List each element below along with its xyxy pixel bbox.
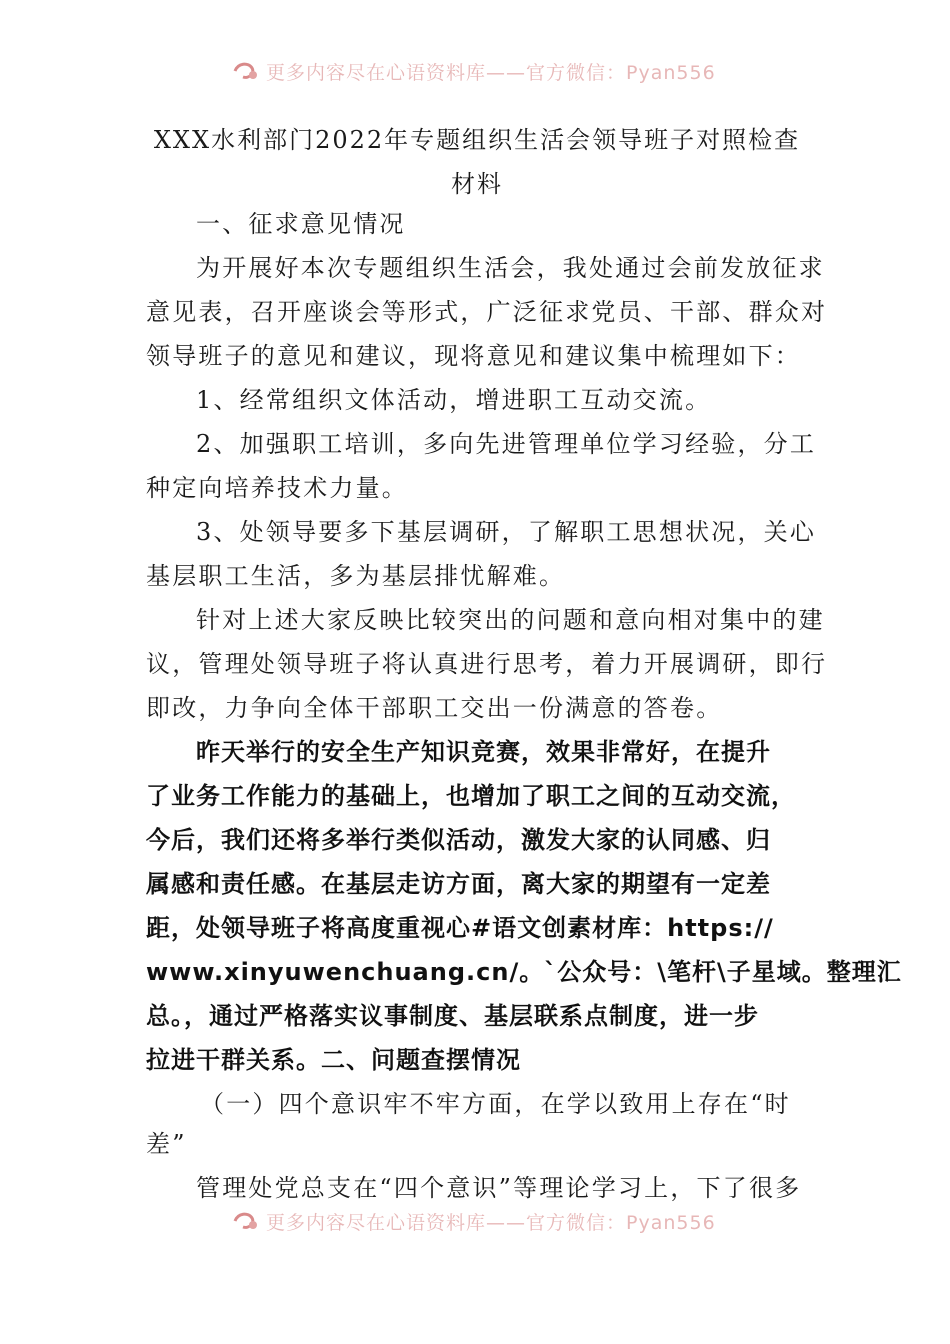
section-heading-1: 一、征求意见情况 xyxy=(196,210,406,238)
bold-paragraph-line: 今后，我们还将多举行类似活动，激发大家的认同感、归 xyxy=(146,826,771,854)
bold-paragraph-line: www.xinyuwenchuang.cn/。`公众号：\笔杆\子星域。整理汇 xyxy=(146,958,902,986)
watermark-logo-icon xyxy=(232,60,260,82)
paragraph-line: 管理处党总支在“四个意识”等理论学习上，下了很多 xyxy=(196,1174,802,1202)
bold-paragraph-line: 总。，通过严格落实议事制度、基层联系点制度，进一步 xyxy=(146,1002,759,1030)
paragraph-line: 即改，力争向全体干部职工交出一份满意的答卷。 xyxy=(146,694,723,722)
bold-paragraph-line: 属感和责任感。在基层走访方面，离大家的期望有一定差 xyxy=(146,870,771,898)
paragraph-line: 差” xyxy=(146,1130,187,1158)
watermark-top xyxy=(232,56,732,86)
paragraph-line: 意见表，召开座谈会等形式，广泛征求党员、干部、群众对 xyxy=(146,298,828,326)
watermark-text: 更多内容尽在心语资料库——官方微信：Pyan556 xyxy=(266,1211,716,1234)
paragraph-line: 针对上述大家反映比较突出的问题和意向相对集中的建 xyxy=(196,606,825,634)
bold-paragraph-line: 昨天举行的安全生产知识竞赛，效果非常好，在提升 xyxy=(196,738,771,766)
bold-paragraph-line: 距，处领导班子将高度重视心#语文创素材库：https:// xyxy=(146,914,774,942)
paragraph-line: 种定向培养技术力量。 xyxy=(146,474,408,502)
watermark-bottom xyxy=(232,1206,732,1236)
list-item-2: 2、加强职工培训，多向先进管理单位学习经验，分工 xyxy=(196,430,817,458)
paragraph-line: 为开展好本次专题组织生活会，我处通过会前发放征求 xyxy=(196,254,825,282)
list-item-1: 1、经常组织文体活动，增进职工互动交流。 xyxy=(196,386,712,414)
subsection-heading: （一）四个意识牢不牢方面，在学以致用上存在“时 xyxy=(200,1090,791,1118)
watermark-text: 更多内容尽在心语资料库——官方微信：Pyan556 xyxy=(266,61,716,84)
paragraph-line: 议，管理处领导班子将认真进行思考，着力开展调研，即行 xyxy=(146,650,828,678)
document-title: XXX水利部门2022年专题组织生活会领导班子对照检查材料 xyxy=(153,126,801,198)
bold-paragraph-line: 拉进干群关系。二、问题查摆情况 xyxy=(146,1046,521,1074)
watermark-logo-icon xyxy=(232,1210,260,1232)
paragraph-line: 领导班子的意见和建议，现将意见和建议集中梳理如下： xyxy=(146,342,801,370)
list-item-3: 3、处领导要多下基层调研，了解职工思想状况，关心 xyxy=(196,518,817,546)
bold-paragraph-line: 了业务工作能力的基础上，也增加了职工之间的互动交流， xyxy=(146,782,796,810)
paragraph-line: 基层职工生活，多为基层排忧解难。 xyxy=(146,562,566,590)
